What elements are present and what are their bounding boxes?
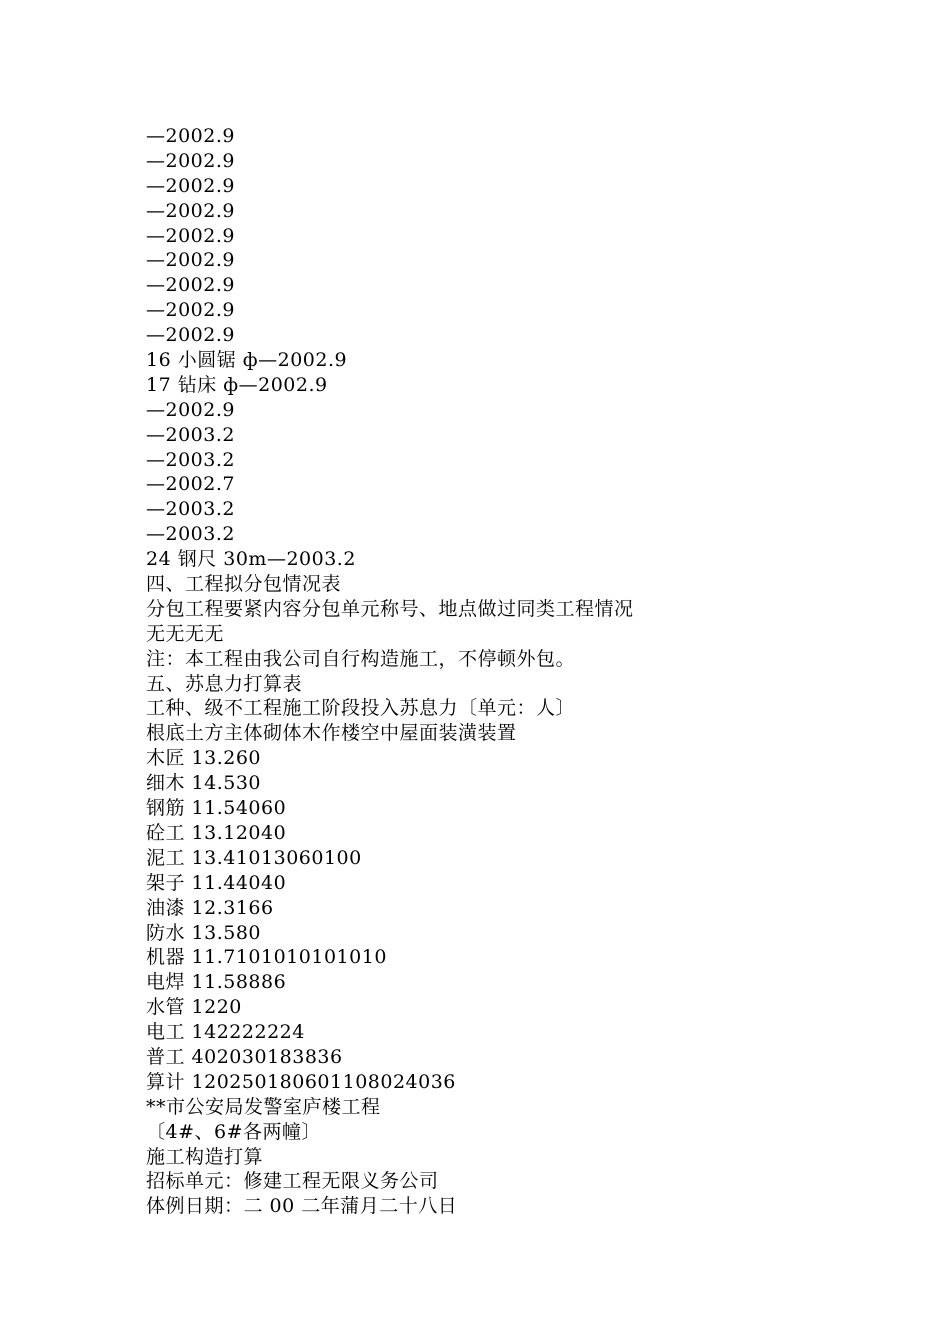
text-line: —2003.2 [146, 498, 235, 521]
text-line: —2002.9 [146, 149, 235, 172]
table-row: 油漆 12.3166 [146, 896, 274, 919]
cover-date: 体例日期：二 00 二年蒲月二十八日 [146, 1195, 458, 1218]
section-heading: 四、工程拟分包情况表 [146, 573, 342, 596]
cover-subtitle: 〔4#、6#各两幢〕 [146, 1120, 322, 1143]
table-row: 普工 402030183836 [146, 1045, 343, 1068]
table-header: 工种、级不工程施工阶段投入苏息力〔单元：人〕 [146, 697, 576, 720]
text-line: —2002.7 [146, 473, 235, 496]
table-row: 水管 1220 [146, 996, 242, 1019]
equipment-line: 16 小圆锯 ф—2002.9 [146, 349, 348, 372]
text-line: —2002.9 [146, 398, 235, 421]
text-line: —2002.9 [146, 125, 235, 147]
text-line: —2002.9 [146, 174, 235, 197]
table-row: 电焊 11.58886 [146, 971, 287, 994]
table-row: 钢筋 11.54060 [146, 797, 287, 820]
table-header: 分包工程要紧内容分包单元称号、地点做过同类工程情况 [146, 597, 634, 620]
table-row: 防水 13.580 [146, 921, 262, 944]
text-line: —2002.9 [146, 299, 235, 322]
text-line: —2002.9 [146, 324, 235, 347]
text-line: —2003.2 [146, 448, 235, 471]
equipment-line: 17 钻床 ф—2002.9 [146, 373, 328, 396]
document-body [146, 124, 906, 1219]
text-line: —2003.2 [146, 423, 235, 446]
table-row: 电工 142222224 [146, 1021, 305, 1044]
table-header: 根底土方主体砌体木作楼空中屋面装潢装置 [146, 722, 517, 745]
cover-doc-name: 施工构造打算 [146, 1145, 264, 1168]
text-line: —2002.9 [146, 224, 235, 247]
equipment-line: 24 钢尺 30m—2003.2 [146, 548, 356, 571]
table-row: 机器 11.7101010101010 [146, 946, 387, 969]
note-line: 注：本工程由我公司自行构造施工，不停顿外包。 [146, 647, 576, 670]
cover-title: **市公安局发警室庐楼工程 [146, 1095, 381, 1118]
section-heading: 五、苏息力打算表 [146, 672, 303, 695]
table-row: 泥工 13.41013060100 [146, 846, 362, 869]
table-row: 砼工 13.12040 [146, 821, 287, 844]
text-line: —2002.9 [146, 249, 235, 272]
table-row: 算计 12025018060110802403​6 [146, 1070, 456, 1093]
table-row: 架子 11.44040 [146, 871, 287, 894]
table-row: 无无无无 [146, 622, 225, 645]
table-row: 细木 14.530 [146, 772, 262, 795]
text-line: —2003.2 [146, 523, 235, 546]
text-line: —2002.9 [146, 199, 235, 222]
cover-bidder: 招标单元：修建工程无限义务公司 [146, 1170, 439, 1193]
table-row: 木匠 13.260 [146, 747, 262, 770]
text-line: —2002.9 [146, 274, 235, 297]
